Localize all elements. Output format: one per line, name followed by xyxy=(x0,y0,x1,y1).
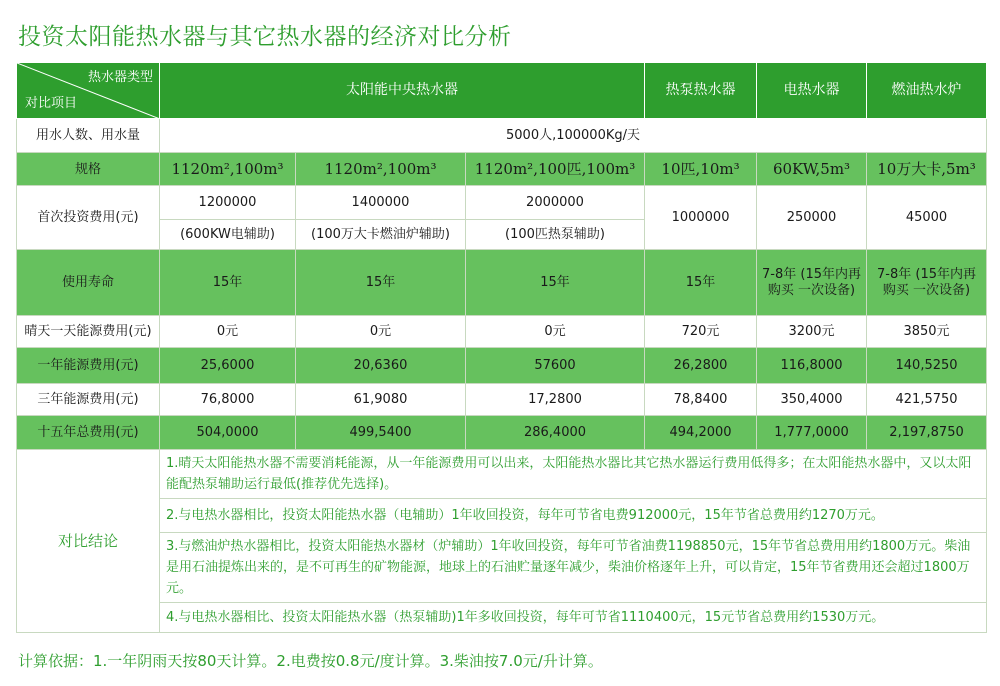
three-year-energy-row xyxy=(17,384,987,416)
value-cell: 1,777,0000 xyxy=(757,416,867,450)
value-cell: 421,5750 xyxy=(867,384,987,416)
conclusion-item: 1.晴天太阳能热水器不需要消耗能源，从一年能源费用可以出来，太阳能热水器比其它热水器运行费用低得多；在太阳能热水器中，又以太阳能配热泵辅助运行最低(推荐优先选择)。 xyxy=(160,450,987,499)
investment-value: 1000000 xyxy=(645,186,757,250)
spec-row xyxy=(17,153,987,186)
investment-row xyxy=(17,186,987,220)
conclusion-item: 4.与电热水器相比、投资太阳能热水器（热泵辅助)1年多收回投资，每年可节省1110400元，15元节省总费用约1530万元。 xyxy=(160,603,987,633)
header-electric: 电热水器 xyxy=(757,63,867,119)
header-solar: 太阳能中央热水器 xyxy=(160,63,645,119)
lifespan-row xyxy=(17,250,987,316)
spec-cell: 10匹,10m³ xyxy=(645,153,757,186)
value-cell: 25,6000 xyxy=(160,348,296,384)
lifespan-cell: 15年 xyxy=(466,250,645,316)
row-label: 一年能源费用(元) xyxy=(17,348,160,384)
investment-value: 45000 xyxy=(867,186,987,250)
conclusion-row xyxy=(17,450,987,499)
conclusion-row xyxy=(17,533,987,603)
usage-label: 用水人数、用水量 xyxy=(17,119,160,153)
value-cell: 0元 xyxy=(466,316,645,348)
lifespan-cell: 7-8年 (15年内再购买 一次设备) xyxy=(757,250,867,316)
investment-note: (100匹热泵辅助) xyxy=(466,220,645,250)
spec-cell: 1120m²,100匹,100m³ xyxy=(466,153,645,186)
header-item-label: 对比项目 xyxy=(25,96,78,111)
value-cell: 286,4000 xyxy=(466,416,645,450)
lifespan-cell: 15年 xyxy=(296,250,466,316)
annual-energy-row xyxy=(17,348,987,384)
page-title: 投资太阳能热水器与其它热水器的经济对比分析 xyxy=(18,24,512,50)
value-cell: 2,197,8750 xyxy=(867,416,987,450)
spec-cell: 60KW,5m³ xyxy=(757,153,867,186)
value-cell: 350,4000 xyxy=(757,384,867,416)
header-oil: 燃油热水炉 xyxy=(867,63,987,119)
value-cell: 720元 xyxy=(645,316,757,348)
conclusion-item: 3.与燃油炉热水器相比，投资太阳能热水器材（炉辅助）1年收回投资，每年可节省油费1198850元，15年节省总费用用约1800万元。柴油是用石油提炼出来的，是不可再生的矿物能源，地球上的石油贮量逐年减少，柴油价格逐年上升，可以肯定，15年节省费用还会超过1800万元。 xyxy=(160,533,987,603)
calculation-basis-note: 计算依据：1.一年阴雨天按80天计算。2.电费按0.8元/度计算。3.柴油按7.0元/升计算。 xyxy=(18,652,603,670)
spec-cell: 1120m²,100m³ xyxy=(296,153,466,186)
value-cell: 26,2800 xyxy=(645,348,757,384)
lifespan-label: 使用寿命 xyxy=(17,250,160,316)
investment-note: (600KW电辅助) xyxy=(160,220,296,250)
value-cell: 499,5400 xyxy=(296,416,466,450)
conclusion-item: 2.与电热水器相比，投资太阳能热水器（电辅助）1年收回投资，每年可节省电费912000元，15年节省总费用约1270万元。 xyxy=(160,499,987,533)
value-cell: 140,5250 xyxy=(867,348,987,384)
conclusion-row xyxy=(17,603,987,633)
usage-row xyxy=(17,119,987,153)
value-cell: 3200元 xyxy=(757,316,867,348)
investment-label: 首次投资费用(元) xyxy=(17,186,160,250)
fifteen-year-total-row xyxy=(17,416,987,450)
lifespan-cell: 15年 xyxy=(160,250,296,316)
spec-label: 规格 xyxy=(17,153,160,186)
value-cell: 504,0000 xyxy=(160,416,296,450)
value-cell: 3850元 xyxy=(867,316,987,348)
investment-value: 1400000 xyxy=(296,186,466,220)
header-heatpump: 热泵热水器 xyxy=(645,63,757,119)
value-cell: 116,8000 xyxy=(757,348,867,384)
comparison-table xyxy=(16,62,987,633)
value-cell: 0元 xyxy=(160,316,296,348)
investment-value: 1200000 xyxy=(160,186,296,220)
value-cell: 494,2000 xyxy=(645,416,757,450)
row-label: 十五年总费用(元) xyxy=(17,416,160,450)
header-type-label: 热水器类型 xyxy=(87,70,153,85)
investment-value: 2000000 xyxy=(466,186,645,220)
daily-energy-row xyxy=(17,316,987,348)
header-row xyxy=(17,63,987,119)
spec-cell: 1120m²,100m³ xyxy=(160,153,296,186)
usage-value: 5000人,100000Kg/天 xyxy=(160,119,987,153)
spec-cell: 10万大卡,5m³ xyxy=(867,153,987,186)
investment-value: 250000 xyxy=(757,186,867,250)
value-cell: 76,8000 xyxy=(160,384,296,416)
lifespan-cell: 15年 xyxy=(645,250,757,316)
header-corner-cell xyxy=(17,63,160,119)
lifespan-cell: 7-8年 (15年内再购买 一次设备) xyxy=(867,250,987,316)
value-cell: 57600 xyxy=(466,348,645,384)
value-cell: 61,9080 xyxy=(296,384,466,416)
conclusion-label: 对比结论 xyxy=(17,450,160,633)
value-cell: 20,6360 xyxy=(296,348,466,384)
value-cell: 78,8400 xyxy=(645,384,757,416)
row-label: 三年能源费用(元) xyxy=(17,384,160,416)
value-cell: 17,2800 xyxy=(466,384,645,416)
conclusion-row xyxy=(17,499,987,533)
value-cell: 0元 xyxy=(296,316,466,348)
investment-note: (100万大卡燃油炉辅助) xyxy=(296,220,466,250)
row-label: 晴天一天能源费用(元) xyxy=(17,316,160,348)
